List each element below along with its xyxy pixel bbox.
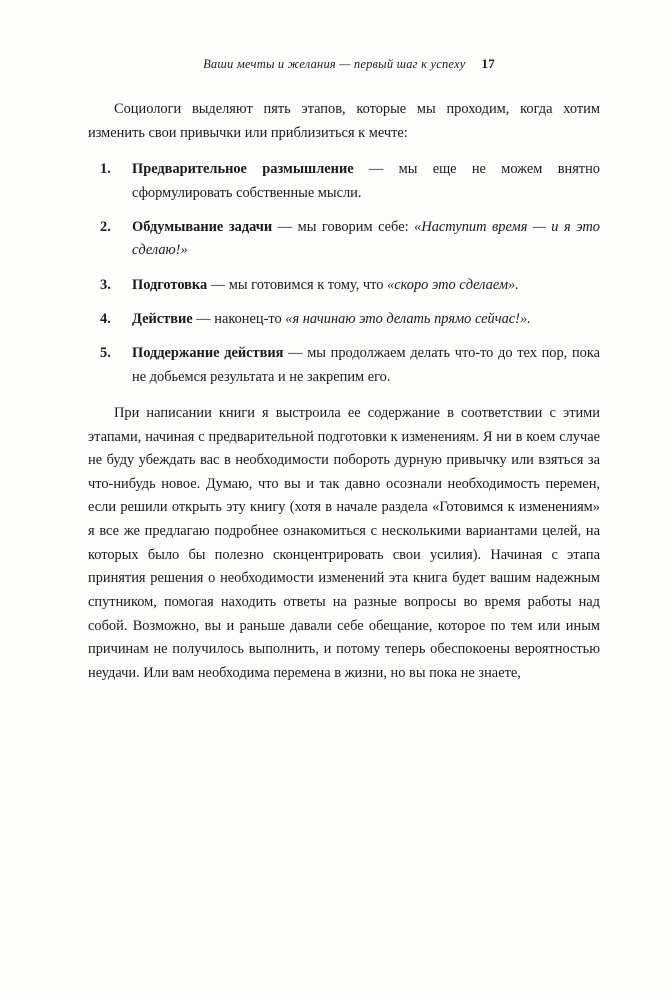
closing-paragraph: При написании книги я выстроила ее содержание в соответствии с этими этапами, начиная с предварительной подготовки к изменениям. Я ни в коем случае не буду убеждать вас в необходимости побороть дурную привычку или взяться за что-нибудь новое. Думаю, что вы и так давно осознали необходимость перемен, если решили открыть эту книгу (хотя в начале раздела «Готовимся к изменениям» я все же предлагаю подробнее ознакомиться с несколькими вариантами целей, на которых было бы полезно сконцентрировать свои усилия). Начиная с этапа принятия решения о необходимости изменений эта книга будет вашим надежным спутником, помогая находить ответы на разные вопросы во время работы над собой. Возможно, вы и раньше давали себе обещание, которое по тем или иным причинам не получилось выполнить, и потому теперь обеспокоены вероятностью неудачи. Или вам необходима перемена в жизни, но вы пока не знаете, xyxy=(88,404,600,681)
list-item-dash: — xyxy=(192,310,215,327)
list-item-text: мы готовимся к тому, что xyxy=(228,276,388,293)
list-item xyxy=(88,342,600,389)
list-item-title: Действие xyxy=(132,310,193,327)
list-item xyxy=(88,216,600,263)
running-head-title: Ваши мечты и желания — первый шаг к успеху xyxy=(203,57,466,71)
list-item-title: Подготовка xyxy=(132,276,208,293)
list-item-number: 5. xyxy=(100,345,111,362)
running-head xyxy=(88,56,600,72)
list-item-number: 4. xyxy=(100,310,111,327)
list-item-text: наконец-то xyxy=(214,310,286,327)
page-number: 17 xyxy=(481,56,495,71)
list-item-title: Предварительное размышление xyxy=(132,161,354,178)
list-item-number: 2. xyxy=(100,218,111,235)
list-item xyxy=(88,308,600,331)
list-item-quote: «Наступит время — и я это сделаю!» xyxy=(132,218,600,259)
list-item-title: Поддержание действия xyxy=(132,345,284,362)
list-item-text: мы говорим себе: xyxy=(297,218,415,235)
list-item-text: мы еще не можем внятно сформулировать собственные мысли. xyxy=(132,161,600,201)
list-item xyxy=(88,274,600,297)
list-item-text: мы продолжаем делать что-то до тех пор, пока не добьемся результата и не закрепим его. xyxy=(132,345,600,385)
list-item-dash: — xyxy=(283,345,308,362)
list-item-dash: — xyxy=(353,161,399,178)
list-item-title: Обдумывание задачи xyxy=(132,218,273,235)
intro-paragraph: Социологи выделяют пять этапов, которые мы проходим, когда хотим изменить свои привычки или приблизиться к мечте: xyxy=(88,101,600,141)
list-item-number: 3. xyxy=(100,276,111,293)
list-item-quote: «скоро это сделаем». xyxy=(387,276,519,293)
stages-list xyxy=(88,158,600,389)
list-item-dash: — xyxy=(272,218,298,235)
list-item-quote: «я начинаю это делать прямо сейчас!». xyxy=(285,310,531,327)
list-item-dash: — xyxy=(207,276,229,293)
list-item xyxy=(88,158,600,205)
list-item-number: 1. xyxy=(100,161,111,178)
